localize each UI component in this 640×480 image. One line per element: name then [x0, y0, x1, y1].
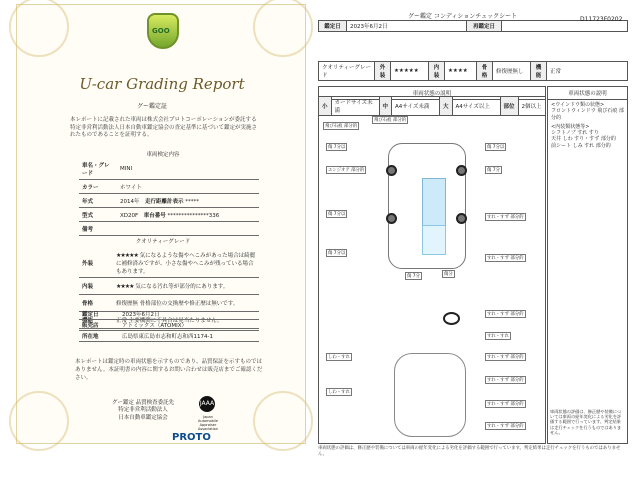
table-row: カラー ホワイト — [79, 180, 259, 194]
jaaa-logo-icon: JAAA — [199, 396, 215, 412]
table-row: 販売店 アトミックス（ATOMIX） — [79, 320, 259, 331]
table-row: 年式 2014年 走行距離計表示 ***** — [79, 194, 259, 208]
condition-legend: <ウインドウ類の状態> フロントウィンドウ 飛び石痕 部分的 <内装類状態等> シフトノブ すれ すり 天井 しわ すり・すず 部分的 前シート しみ すれ 部分的 — [551, 102, 624, 149]
damage-label: 傷 7分 — [407, 274, 420, 279]
damage-label: すれ・すず 部分的 — [487, 402, 524, 407]
damage-label: 飛び石痕 部分的 — [374, 118, 407, 123]
damage-label: すれ・すず 部分的 — [487, 256, 524, 261]
table-row: 内装 ★★★★ 気になる汚れ等が部分的にあります。 — [79, 278, 259, 295]
damage-label: すれ・すず 部分的 — [487, 424, 524, 429]
rear-window-icon — [422, 225, 446, 255]
damage-label: エンジオア 部分的 — [328, 168, 365, 173]
table-row: 備考 — [79, 222, 259, 236]
table-row: 型式 XD20F 車台番号 ***************336 — [79, 208, 259, 222]
wheel-icon — [456, 165, 467, 176]
damage-label: すれ・すず 部分的 — [487, 378, 524, 383]
decorative-corner — [253, 0, 313, 57]
proto-logo: PROTO — [172, 432, 211, 443]
damage-label: すれ・すず 部分的 — [487, 355, 524, 360]
table-row: クオリティーグレード 外装 ★★★★★ 内装 ★★★★ 骨格 修復歴無し 機能 正常 — [319, 62, 628, 81]
certificate-notes: 本レポートは鑑定時の車両状態を示すものであり、品質保証を示すものではありません。本証明書の内容に関するお問い合わせは販売店までご確認ください。 — [75, 359, 263, 381]
wheel-icon — [386, 213, 397, 224]
jaaa-caption: Japan Automobile Appraiser Association — [198, 415, 218, 431]
certificate-title: U-car Grading Report — [79, 75, 245, 93]
damage-label: 傷 7分以 — [328, 251, 346, 256]
sheet-code: D11723F0202 — [580, 16, 623, 23]
certificate-subtitle: グー鑑定証 — [137, 103, 168, 110]
appraisal-info-table — [79, 309, 259, 342]
table-row: 機能 正常 主要機関に不具合は見当たりません。 — [79, 312, 259, 329]
table-row: 所在地 広島県東広島市志和町志和西1174-1 — [79, 331, 259, 342]
sheet-footer-note: 車両状態の評価は、修正歴や装備については車両の経年変化による劣化を評価する範囲で行っています。判定結果は走行チェックを行うものではありません。 — [318, 446, 621, 457]
damage-label: 傷 7分 — [487, 168, 500, 173]
interior-car-outline — [394, 353, 466, 437]
condition-check-sheet — [318, 13, 628, 465]
table-row: 車名・グレード MINI — [79, 159, 259, 180]
condition-description-panel — [547, 86, 628, 444]
damage-label: しわ・すれ — [328, 355, 350, 360]
condition-panel-footnote: 車両状態の評価は、修正歴や装備については車両の経年変化による劣化を評価する範囲で行っています。判定結果は走行チェックを行うものではありません。 — [550, 408, 622, 435]
quality-grade-row — [318, 61, 628, 81]
table-row: 骨格 修復歴無 骨格部位の交換歴や修正歴は無いです。 — [79, 295, 259, 312]
damage-label: すれ・すれ — [487, 334, 509, 339]
damage-label: 傷分 — [444, 272, 453, 277]
damage-label: しわ・すれ — [328, 390, 350, 395]
condition-sheet-title: グー鑑定 コンディションチェックシート — [408, 13, 518, 20]
decorative-corner — [9, 0, 69, 57]
decorative-corner — [253, 391, 313, 451]
table-row: 小 カードサイズ未満 中 A4サイズ未満 大 A4サイズ以上 部位 2個以上 — [319, 97, 546, 116]
wheel-icon — [386, 165, 397, 176]
vehicle-section-title: 車両検定内容 — [146, 152, 180, 158]
table-row: 鑑定日 2023年6月2日 — [79, 309, 259, 320]
damage-label: 傷 7分以 — [328, 145, 346, 150]
damage-size-legend — [318, 96, 546, 116]
goo-seal-icon — [147, 13, 179, 49]
quality-section-title: クオリティーグレード — [135, 239, 191, 245]
diagram-title: 車両状態の説明 — [319, 87, 545, 100]
grading-report-certificate — [16, 4, 306, 444]
damage-label: 飛び石痕 部分的 — [325, 124, 358, 129]
decorative-corner — [9, 391, 69, 451]
damage-label: 傷 7分以 — [487, 145, 505, 150]
steering-wheel-icon — [443, 312, 460, 325]
wheel-icon — [456, 213, 467, 224]
damage-label: すれ・すず 部分的 — [487, 215, 524, 220]
vehicle-details-table — [79, 159, 259, 236]
panel-title: 車両状態の説明 — [548, 87, 627, 100]
table-row: 鑑定日 2023年6月2日 再鑑定日 — [319, 21, 628, 32]
damage-label: すれ・すず 部分的 — [487, 312, 524, 317]
certificate-intro: 本レポートに記載された車両は株式会社プロトコーポレーションが委託する特定非営利活動法人日本自動車鑑定協会の査定基準に基づいて鑑定が実施されたものであることを証明する。 — [70, 117, 258, 139]
table-row: 外装 ★★★★★ 気になるような傷やへこみがあった場合は綺麗に補修済みですが、小さな傷やへこみが残っている場合もあります。 — [79, 249, 259, 278]
damage-label: 傷 7分以 — [328, 212, 346, 217]
appraiser-organization: グー鑑定 品質検査委託先 特定非営利活動法人 日本自動車鑑定協会 — [111, 400, 175, 421]
